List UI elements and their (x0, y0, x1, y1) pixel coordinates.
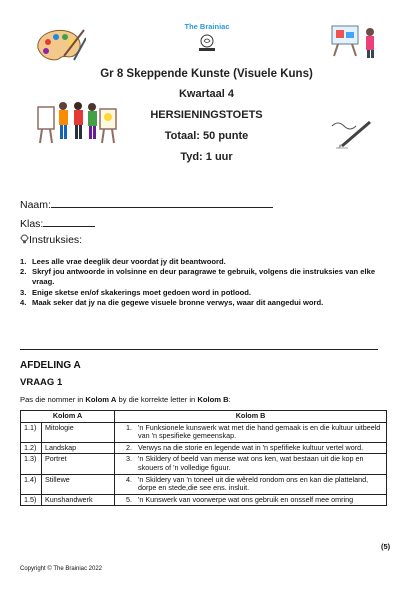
instructions-list (20, 257, 390, 308)
table-header-row (21, 411, 387, 423)
matching-table (20, 410, 387, 506)
total-marks: Totaal: 50 punte (164, 130, 249, 142)
name-label: Naam: (20, 199, 51, 211)
class-label: Klas: (20, 218, 44, 230)
brand-name: The Brainiac (184, 22, 230, 31)
table-row: 1.1) Mitologie 1. 'n Funksionele kunswerk wat met die hand gemaak is en die kultuur uitbeeld van 'n spesifieke gemeenskap. (21, 422, 387, 442)
class-line[interactable] (43, 216, 95, 227)
column-a-header: Kolom A (21, 411, 115, 423)
question-title: VRAAG 1 (20, 377, 63, 388)
name-line[interactable] (51, 197, 273, 208)
kids-painting-illustration (36, 97, 118, 145)
pencil-sketch-illustration (328, 116, 374, 150)
instruction-item: 2. Skryf jou antwoorde in volsinne en deur paragrawe te gebruik, volgens die instruksies van elke vraag. (20, 267, 376, 287)
test-type-title: HERSIENINGSTOETS (150, 109, 263, 121)
table-row: 1.5) Kunshandwerk 5. 'n Kunswerk van voorwerpe wat ons gebruik en onsself mee omring (21, 494, 387, 506)
instruction-item: 1. Lees alle vrae deeglik deur voordat jy dit beantwoord. (20, 257, 226, 266)
table-row: 1.2) Landskap 2. Verwys na die storie en legende wat in 'n spefifieke kultuur vertel word. (21, 442, 387, 454)
class-field[interactable] (20, 216, 95, 230)
artist-painting-illustration (328, 22, 384, 58)
question-instruction: Pas die nommer in Kolom A by die korrekte letter in Kolom B: (20, 395, 231, 404)
brainiac-logo-icon (194, 33, 220, 53)
instruction-item: 4. Maak seker dat jy na die gegewe visuele bronne verwys, waar dit aangedui word. (20, 297, 324, 307)
term-label: Kwartaal 4 (178, 88, 235, 100)
table-row: 1.3) Portret 3. 'n Skildery of beeld van mense wat ons ken, wat bestaan uit die kop en skouers of 'n volledige figuur. (21, 454, 387, 474)
column-b-header: Kolom B (115, 411, 387, 423)
instructions-heading (20, 234, 82, 246)
paint-palette-illustration (34, 26, 86, 64)
section-title: AFDELING A (20, 360, 81, 371)
instruction-item: 3. Enige sketse en/of skakerings moet gedoen word in potlood. (20, 287, 251, 297)
grade-subject-title: Gr 8 Skeppende Kunste (Visuele Kuns) (100, 68, 313, 80)
question-marks: (5) (381, 542, 391, 551)
instructions-title: Instruksies: (29, 234, 83, 246)
section-divider (20, 349, 378, 350)
table-row: 1.4) Stillewe 4. 'n Skildery van 'n toneel uit die wêreld rondom ons en kan die platteland, dorpe en stede,die see ens. insluit. (21, 474, 387, 494)
name-field[interactable] (20, 197, 273, 211)
time-allowed: Tyd: 1 uur (180, 151, 233, 163)
lightbulb-icon (20, 234, 29, 244)
copyright-footer: Copyright © The Brainiac 2022 (20, 566, 103, 572)
